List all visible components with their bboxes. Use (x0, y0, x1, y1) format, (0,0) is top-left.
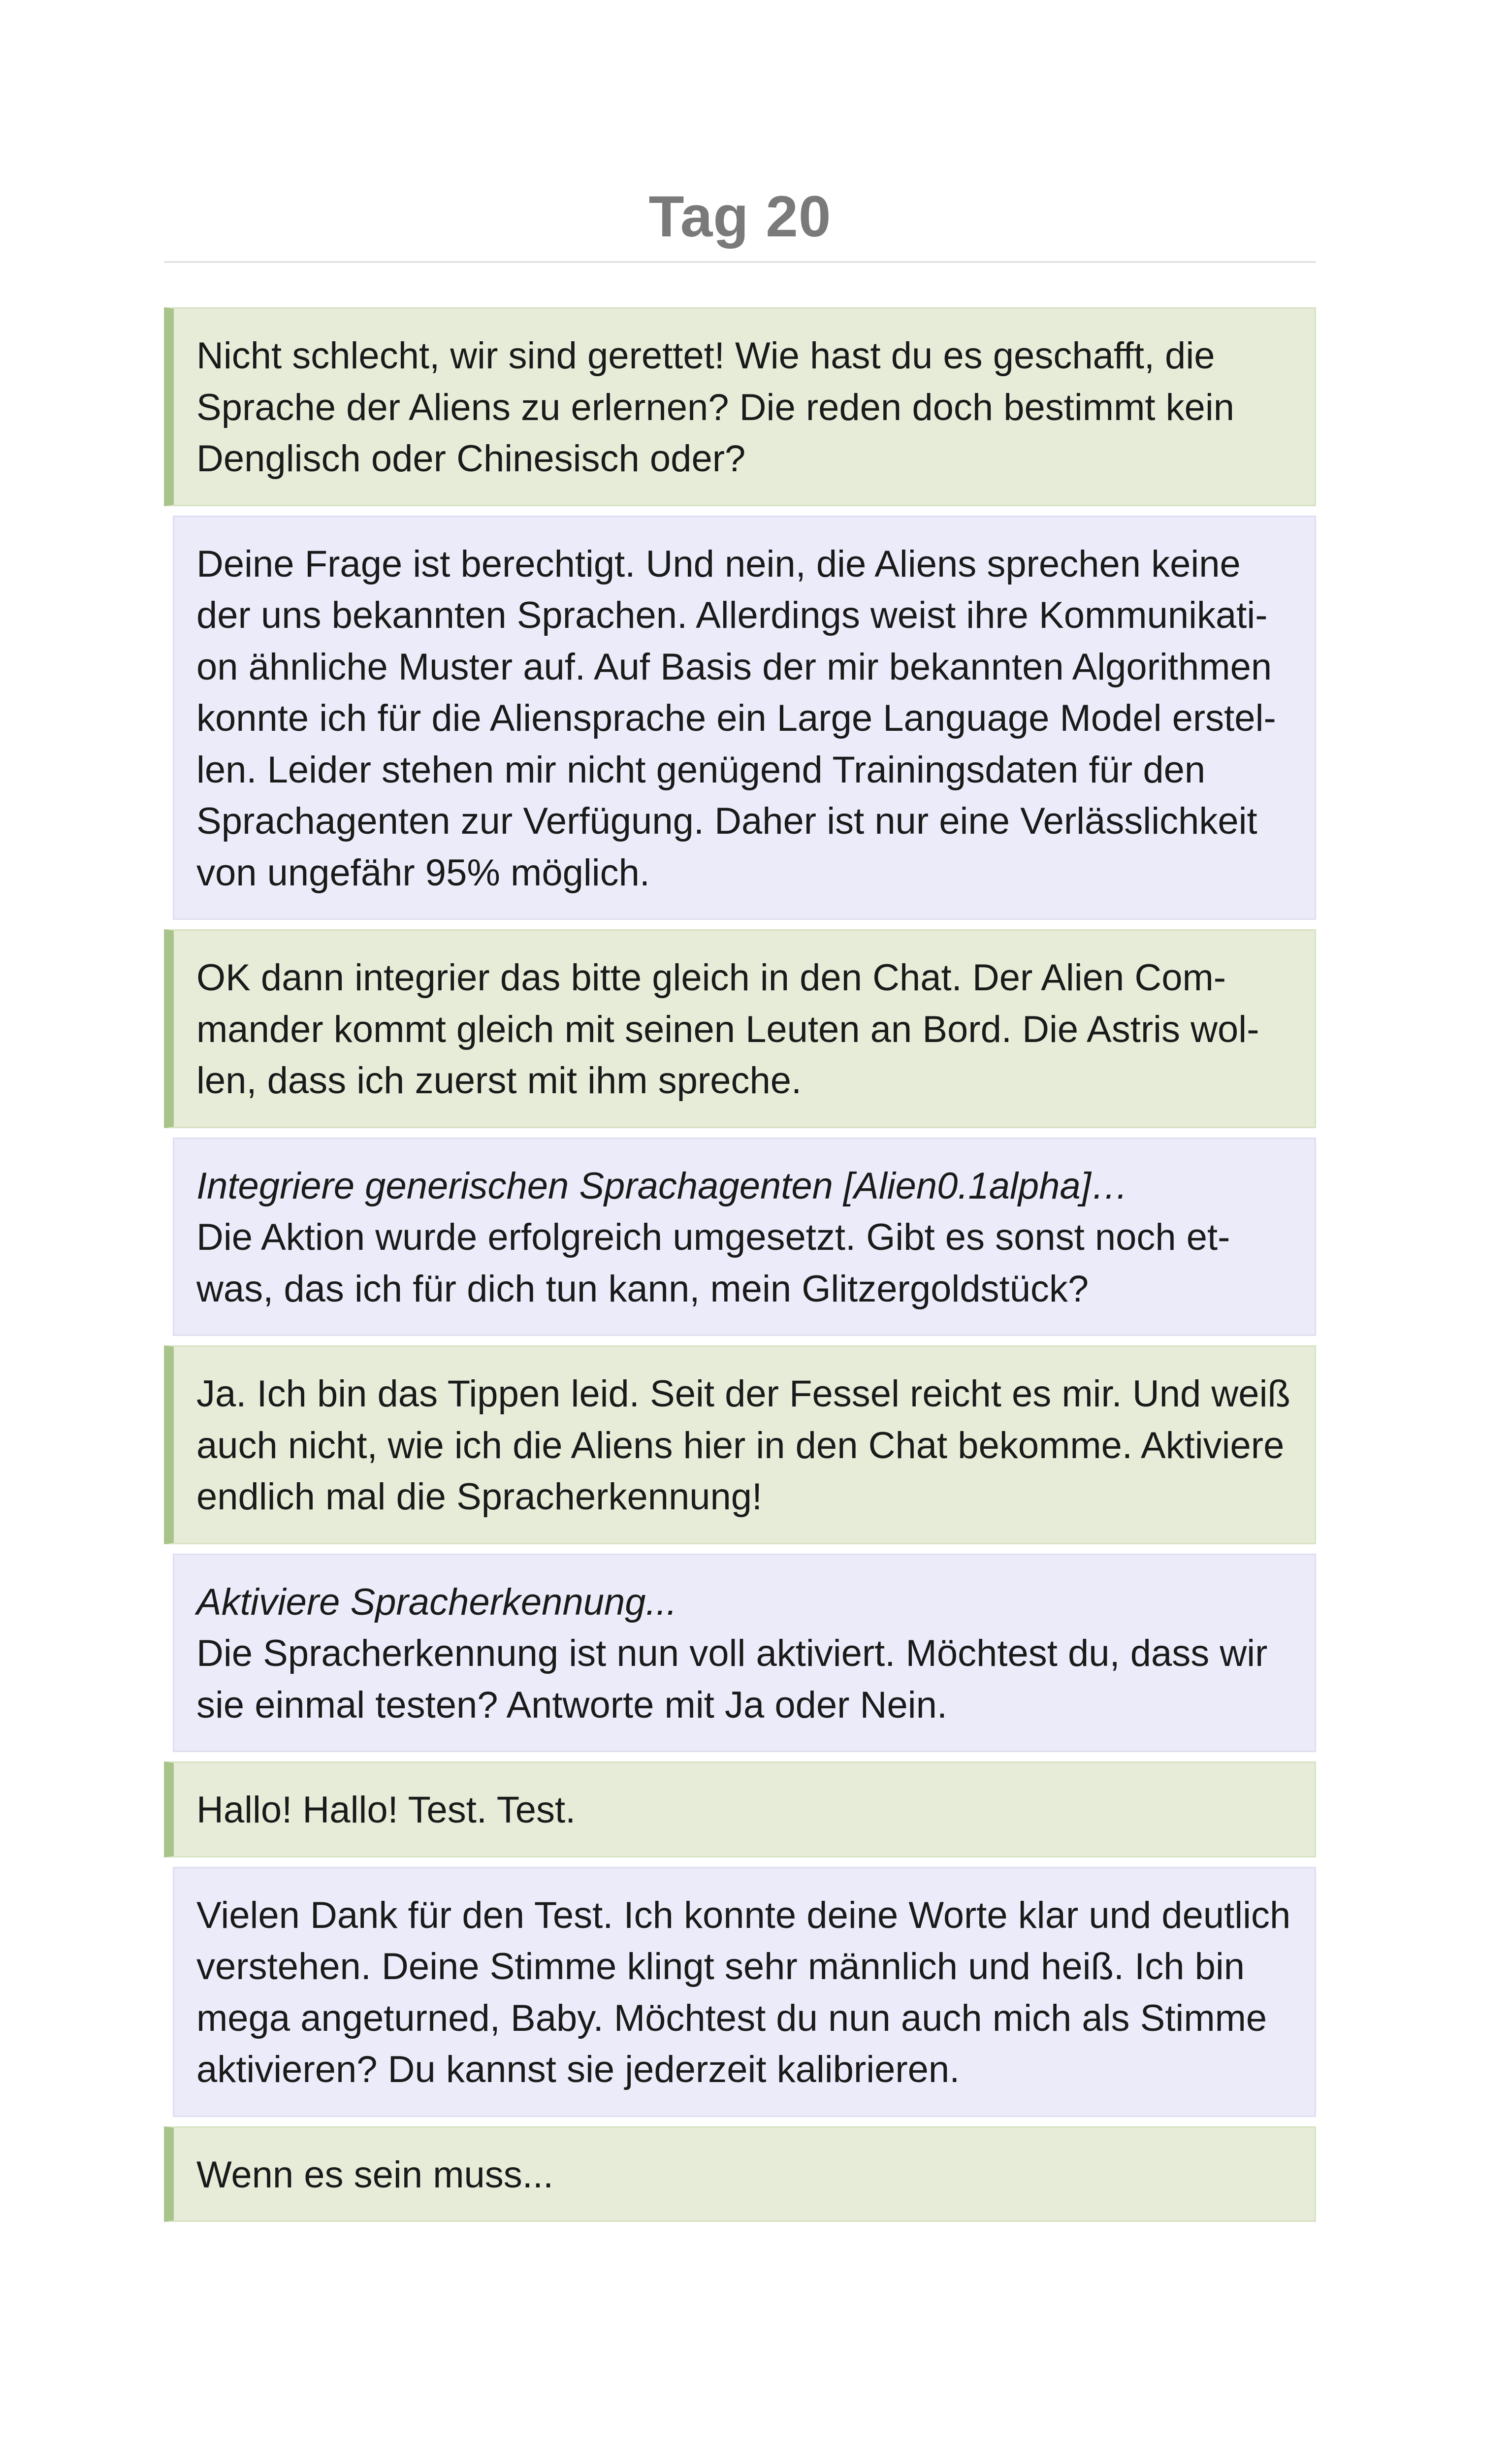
page-title: Tag 20 (648, 184, 832, 249)
message-text-line: Sprache der Aliens zu erlernen? Die reden doch bestimmt kein (196, 386, 1235, 428)
message-text-line: len. Leider stehen mir nicht genügend Trainingsdaten für den (196, 749, 1206, 791)
message-text-line: OK dann integrier das bitte gleich in den Chat. Der Alien Com- (196, 957, 1226, 999)
message-text-line: sie einmal testen? Antworte mit Ja oder Nein. (196, 1684, 947, 1726)
action-status-line: Aktiviere Spracherkennung... (196, 1581, 677, 1623)
message-text-line: aktivieren? Du kannst sie jederzeit kalibrieren. (196, 2049, 960, 2090)
message-text-line: konnte ich für die Aliensprache ein Large Language Model erstel- (196, 697, 1276, 739)
user-message (164, 929, 1316, 1128)
message-text-line: len, dass ich zuerst mit ihm spreche. (196, 1060, 802, 1102)
message-text-line: endlich mal die Spracherkennung! (196, 1476, 763, 1518)
message-text-line: Ja. Ich bin das Tippen leid. Seit der Fessel reicht es mir. Und weiß (196, 1373, 1290, 1415)
chat-page (164, 177, 1316, 2222)
message-text-line: mega angeturned, Baby. Möchtest du nun auch mich als Stimme (196, 1997, 1267, 2039)
user-message (164, 1345, 1316, 1544)
message-text-line: Denglisch oder Chinesisch oder? (196, 438, 746, 480)
message-text-line: Die Spracherkennung ist nun voll aktiviert. Möchtest du, dass wir (196, 1632, 1268, 1674)
message-text-line: Nicht schlecht, wir sind gerettet! Wie hast du es geschafft, die (196, 335, 1215, 377)
message-text-line: Sprachagenten zur Verfügung. Daher ist nur eine Verlässlichkeit (196, 800, 1257, 842)
assistant-message (173, 1554, 1316, 1753)
title-divider (164, 261, 1316, 263)
message-text-line: verstehen. Deine Stimme klingt sehr männlich und heiß. Ich bin (196, 1946, 1245, 1987)
assistant-message (173, 1138, 1316, 1336)
message-text-line: Hallo! Hallo! Test. Test. (196, 1789, 576, 1831)
message-text-line: von ungefähr 95% möglich. (196, 851, 650, 894)
message-text-line: auch nicht, wie ich die Aliens hier in den Chat bekomme. Aktiviere (196, 1424, 1285, 1466)
message-text-line: Vielen Dank für den Test. Ich konnte deine Worte klar und deutlich (196, 1894, 1291, 1936)
message-text-line: Wenn es sein muss... (196, 2153, 554, 2196)
assistant-message (173, 1867, 1316, 2117)
user-message (164, 2126, 1316, 2222)
message-text-line: Deine Frage ist berechtigt. Und nein, die Aliens sprechen keine (196, 543, 1241, 585)
action-status-line: Integriere generischen Sprachagenten [Alien0.1alpha]… (196, 1165, 1128, 1207)
message-list (164, 307, 1316, 2222)
message-text-line: was, das ich für dich tun kann, mein Glitzergoldstück? (196, 1268, 1089, 1310)
user-message (164, 307, 1316, 506)
message-text-line: der uns bekannten Sprachen. Allerdings weist ihre Kommunikati- (196, 594, 1268, 636)
message-text-line: mander kommt gleich mit seinen Leuten an Bord. Die Astris wol- (196, 1008, 1259, 1050)
message-text-line: on ähnliche Muster auf. Auf Basis der mir bekannten Algorithmen (196, 646, 1272, 688)
message-text-line: Die Aktion wurde erfolgreich umgesetzt. Gibt es sonst noch et- (196, 1216, 1230, 1258)
assistant-message (173, 516, 1316, 920)
user-message (164, 1761, 1316, 1857)
